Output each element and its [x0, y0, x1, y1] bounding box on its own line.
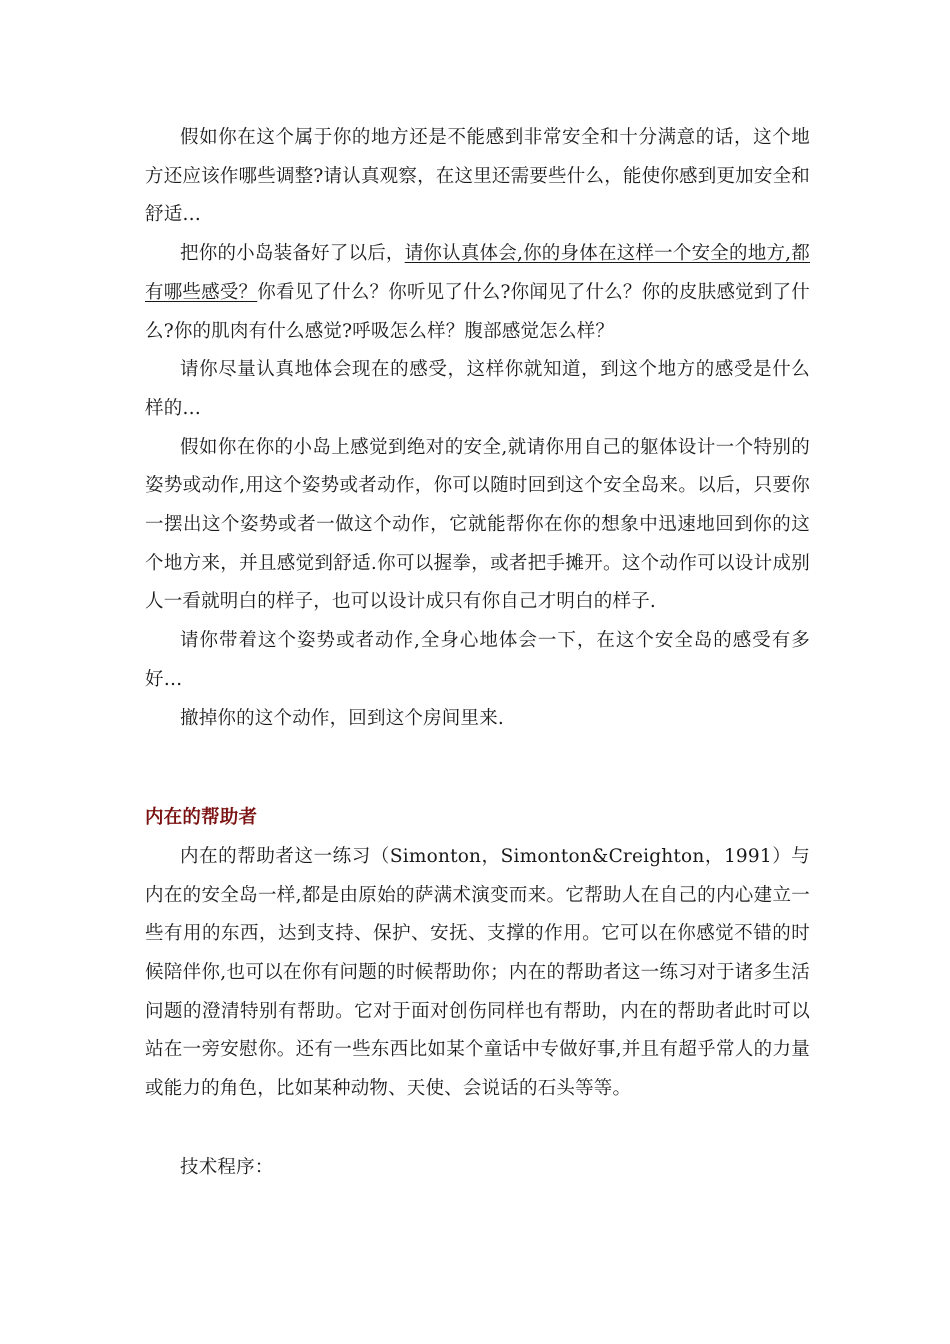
paragraph-gesture-feel: 请你带着这个姿势或者动作,全身心地体会一下，在这个安全岛的感受有多好…	[145, 630, 810, 690]
paragraph-body-feelings-intro: 把你的小岛装备好了以后，	[180, 243, 405, 265]
underlined-question: 请你认真体会,你的身体在这样一个安全的地方,都有哪些感受？	[145, 243, 810, 303]
paragraph-body-feelings-rest: 你看见了什么？你听见了什么?你闻见了什么？你的皮肤感觉到了什么?你的肌肉有什么感觉?呼吸怎么样？腹部感觉怎么样？	[145, 281, 810, 342]
paragraph-gesture: 假如你在你的小岛上感觉到绝对的安全,就请你用自己的躯体设计一个特别的姿势或动作,用这个姿势或者动作，你可以随时回到这个安全岛来。以后，只要你一摆出这个姿势或者一做这个动作，它就能帮你在你的想象中迅速地回到你的这个地方来，并且感觉到舒适.你可以握拳，或者把手摊开。这个动作可以设计成别人一看就明白的样子，也可以设计成只有你自己才明白的样子.	[145, 436, 810, 613]
paragraph-return-room: 撤掉你的这个动作，回到这个房间里来.	[180, 707, 504, 729]
paragraph-inner-helper: 内在的帮助者这一练习（Simonton，Simonton&Creighton，1991）与内在的安全岛一样,都是由原始的萨满术演变而来。它帮助人在自己的内心建立一些有用的东西，达到支持、保护、安抚、支撑的作用。它可以在你感觉不错的时候陪伴你,也可以在你有问题的时候帮助你；内在的帮助者这一练习对于诸多生活问题的澄清特别有帮助。它对于面对创伤同样也有帮助，内在的帮助者此时可以站在一旁安慰你。还有一些东西比如某个童话中专做好事,并且有超乎常人的力量或能力的角色，比如某种动物、天使、会说话的石头等等。	[145, 845, 810, 1100]
procedure-label: 技术程序：	[180, 1156, 274, 1178]
document-page	[145, 119, 810, 1188]
section-heading-inner-helper: 内在的帮助者	[145, 807, 258, 829]
paragraph-adjust-place: 假如你在这个属于你的地方还是不能感到非常安全和十分满意的话，这个地方还应该作哪些调整?请认真观察，在这里还需要些什么，能使你感到更加安全和舒适…	[145, 127, 810, 226]
paragraph-body-feelings	[145, 235, 810, 351]
paragraph-experience-now: 请你尽量认真地体会现在的感受，这样你就知道，到这个地方的感受是什么样的…	[145, 359, 810, 419]
